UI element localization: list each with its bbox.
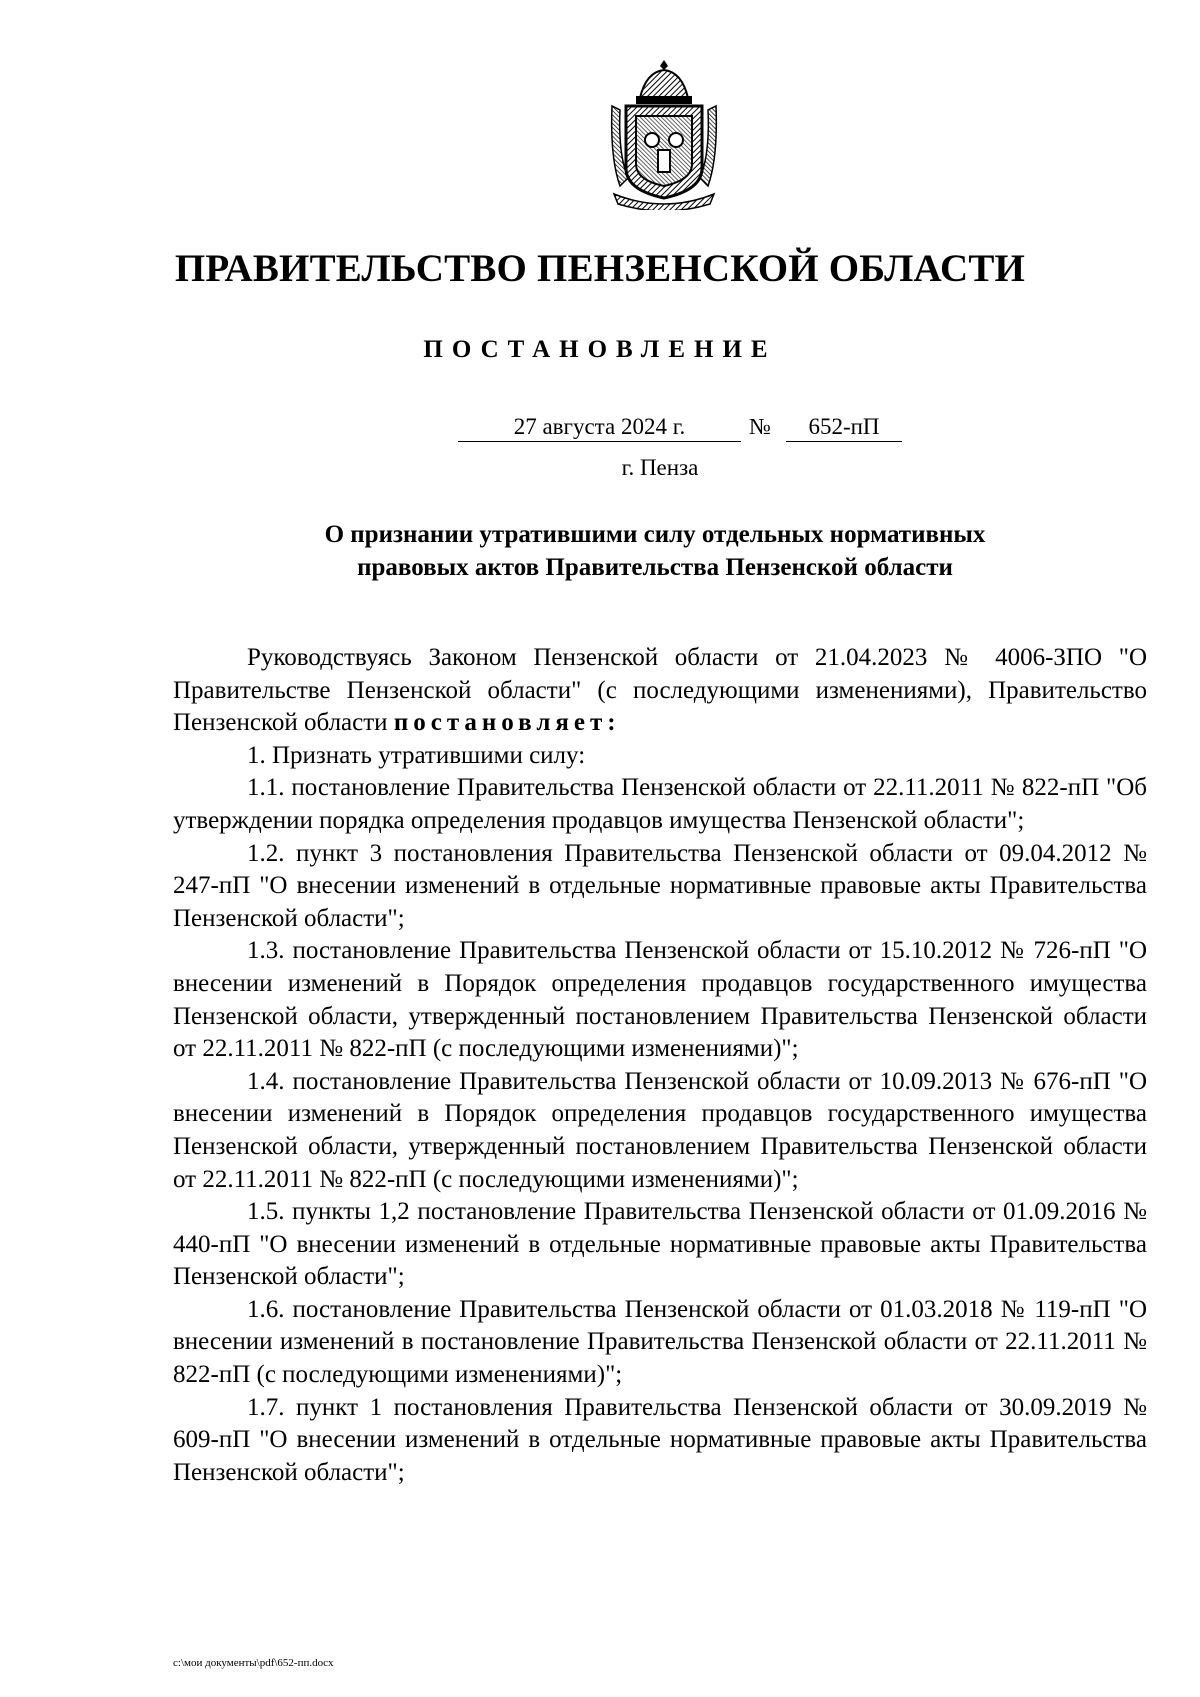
paragraph-item-1-7: 1.7. пункт 1 постановления Правительства Пензенской области от 30.09.2019 № 609-пП "О внесении изменений в отдельные нормативные правовые акты Правительства Пензенской области"; (173, 1393, 1147, 1486)
document-title-line-2: правовых актов Правительства Пензенской области (357, 554, 953, 581)
paragraph-item-1: 1. Признать утратившими силу: (247, 741, 586, 769)
preamble-emphasis: постановляет: (393, 709, 621, 737)
paragraph-item-1-2: 1.2. пункт 3 постановления Правительства Пензенской области от 09.04.2012 № 247-пП "О внесении изменений в отдельные нормативные правовые акты Правительства Пензенской области"; (173, 839, 1147, 932)
paragraph-item-1-3: 1.3. постановление Правительства Пензенской области от 15.10.2012 № 726-пП "О внесении изменений в Порядок определения продавцов государственного имущества Пензенской области, утвержденный постановлением Правительства Пензенской области от 22.11.2011 № 822-пП (с последующими изменениями)"; (173, 937, 1147, 1063)
document-title (0, 518, 1200, 584)
document-body (173, 642, 1147, 1489)
paragraph-item-1-4: 1.4. постановление Правительства Пензенской области от 10.09.2013 № 676-пП "О внесении изменений в Порядок определения продавцов государственного имущества Пензенской области, утвержденный постановлением Правительства Пензенской области от 22.11.2011 № 822-пП (с последующими изменениями)"; (173, 1067, 1147, 1193)
paragraph-item-1-5: 1.5. пункты 1,2 постановление Правительства Пензенской области от 01.09.2016 № 440-пП "О внесении изменений в отдельные нормативные правовые акты Правительства Пензенской области"; (173, 1198, 1147, 1291)
document-title-line-1: О признании утратившими силу отдельных нормативных (324, 521, 986, 548)
government-name: ПРАВИТЕЛЬСТВО ПЕНЗЕНСКОЙ ОБЛАСТИ (174, 247, 1026, 290)
date-number-line (458, 413, 938, 443)
document-type: ПОСТАНОВЛЕНИЕ (423, 336, 777, 363)
city: г. Пенза (621, 455, 699, 480)
paragraph-item-1-1: 1.1. постановление Правительства Пензенской области от 22.11.2011 № 822-пП "Об утверждении порядка определения продавцов имущества Пензенской области"; (173, 774, 1147, 834)
document-date: 27 августа 2024 г. (458, 413, 741, 442)
preamble-paragraph (173, 642, 1147, 740)
paragraph-item-1-6: 1.6. постановление Правительства Пензенской области от 01.03.2018 № 119-пП "О внесении изменений в постановление Правительства Пензенской области от 22.11.2011 № 822-пП (с последующими изменениями)"; (173, 1295, 1147, 1389)
file-path-footer: c:\мои документы\pdf\652-пп.docx (173, 1657, 334, 1669)
preamble-text: Руководствуясь Законом Пензенской области от 21.04.2023 № 4006-ЗПО "О Правительстве Пензенской области" (с последующими изменениями), Правительство Пензенской области (173, 644, 1147, 737)
number-sign: № (749, 414, 771, 439)
coat-of-arms-icon (606, 58, 722, 210)
document-number: 652-пП (786, 413, 902, 442)
